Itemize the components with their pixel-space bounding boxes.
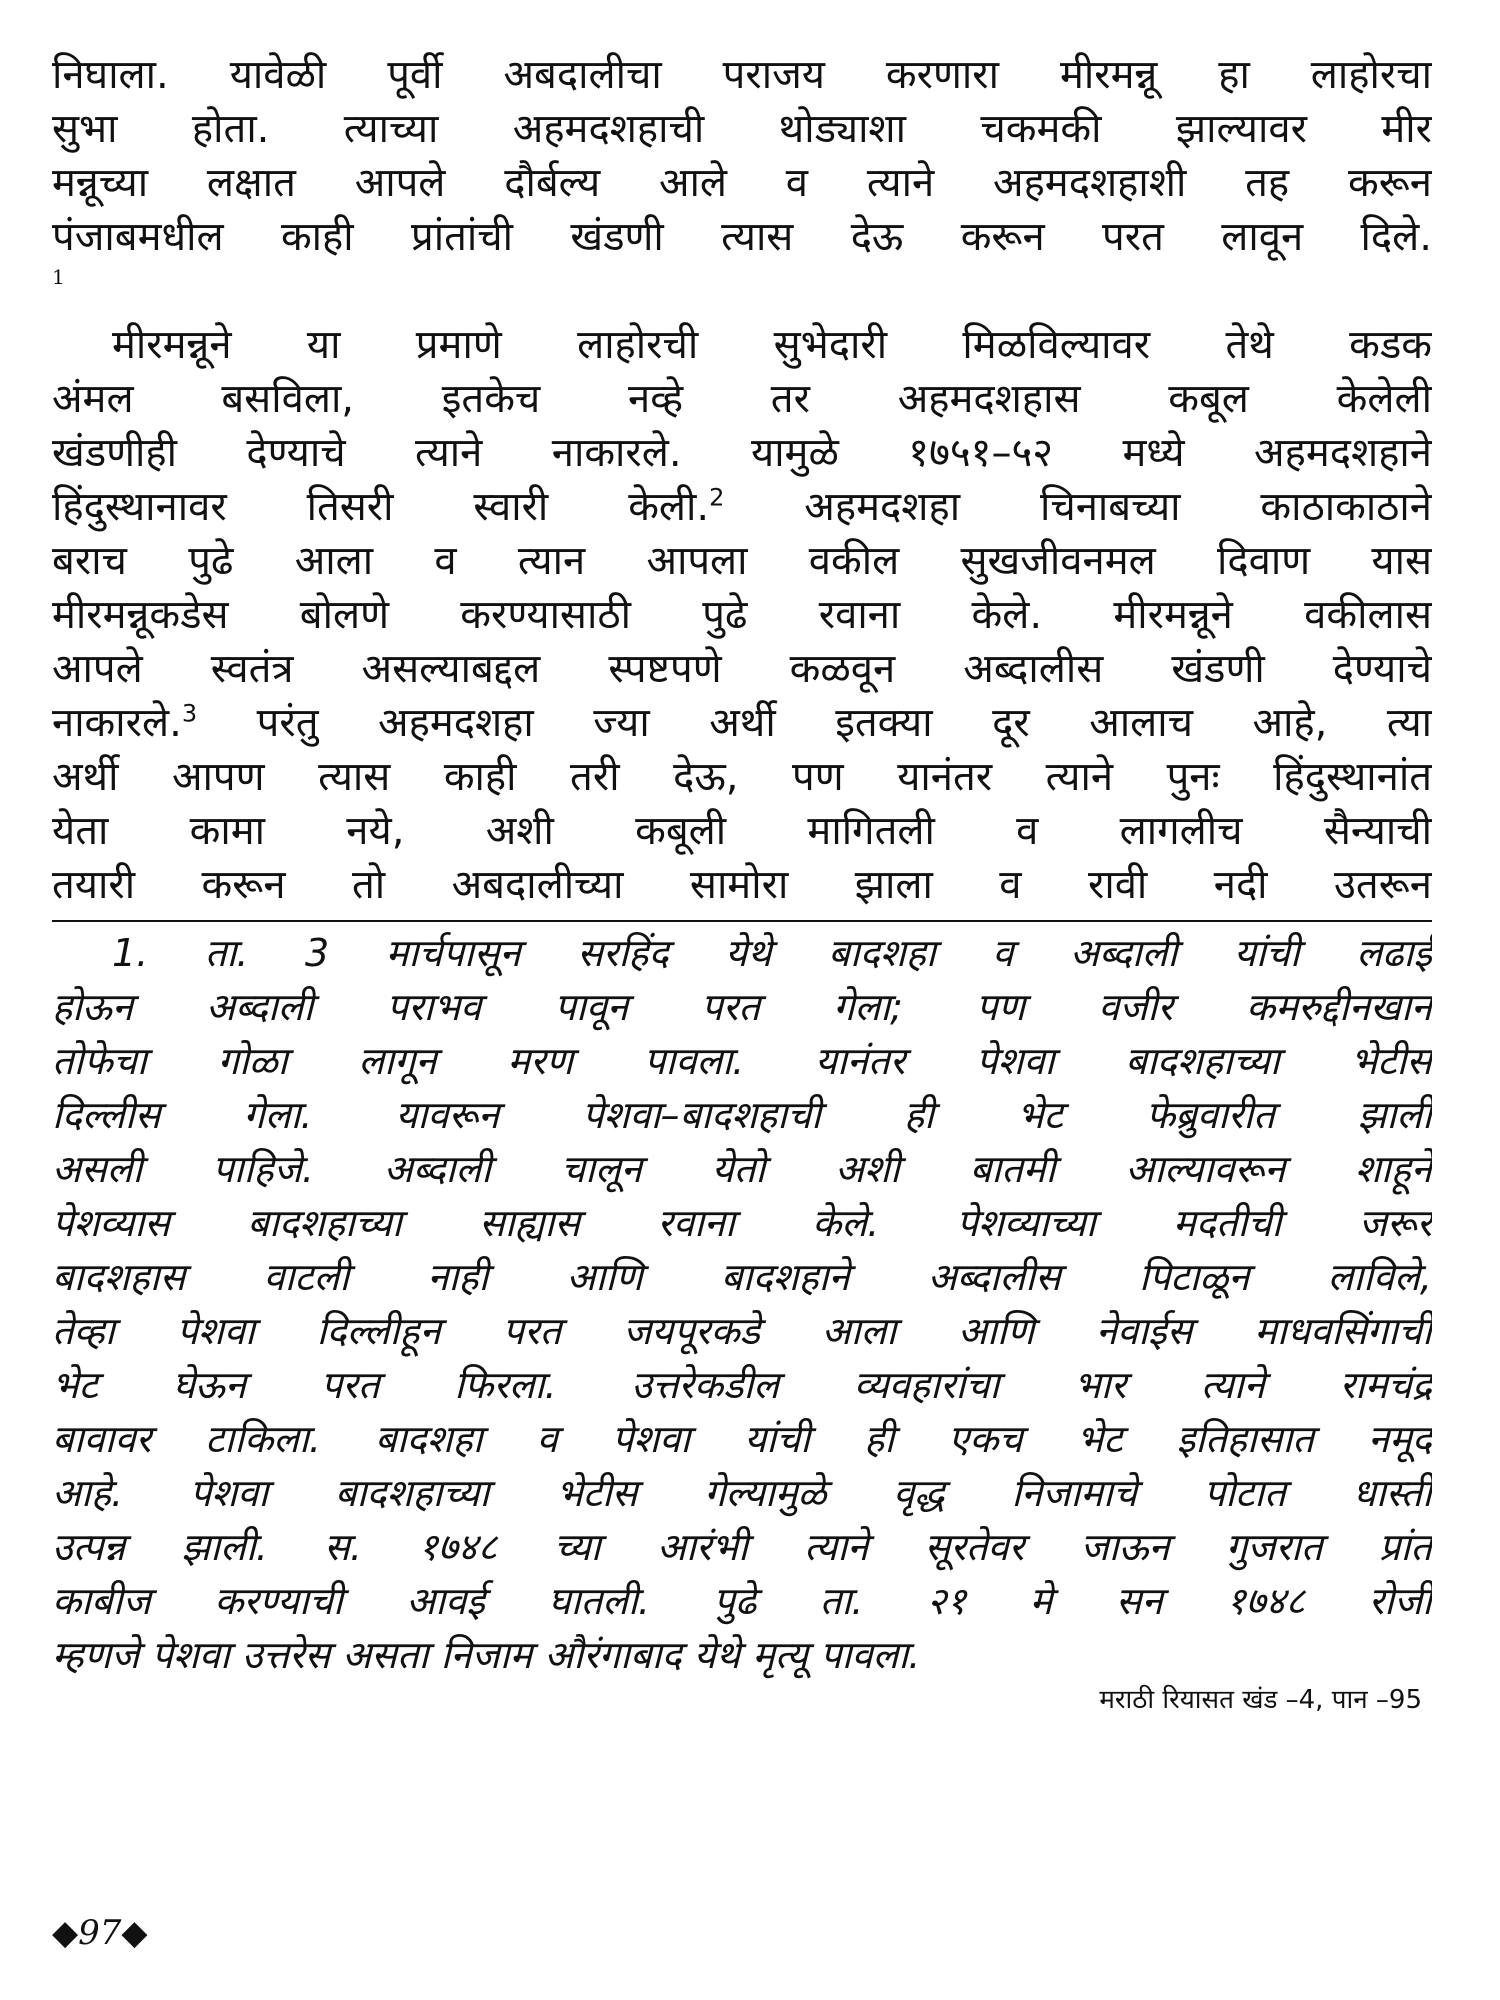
page-number: ◆97◆: [52, 1913, 148, 1953]
footnote-line: आहे. पेशवा बादशहाच्या भेटीस गेल्यामुळे वृद्ध निजामाचे पोटात धास्ती: [52, 1471, 1432, 1515]
footnote-line: काबीज करण्याची आवई घातली. पुढे ता. २१ मे सन १७४८ रोजी: [52, 1579, 1432, 1623]
body-line: मीरमन्नूकडेस बोलणे करण्यासाठी पुढे रवाना केले. मीरमन्नूने वकीलास: [52, 592, 1432, 638]
body-line: [52, 480, 1432, 534]
body-line: निघाला. यावेळी पूर्वी अबदालीचा पराजय करणारा मीरमन्नू हा लाहोरचा: [52, 52, 1432, 98]
body-line: अर्थी आपण त्यास काही तरी देऊ, पण यानंतर त्याने पुनः हिंदुस्थानांत: [52, 754, 1432, 800]
footnote-line: दिल्लीस गेला. यावरून पेशवा–बादशहाची ही भेट फेब्रुवारीत झाली: [52, 1093, 1432, 1137]
footnote-line: पेशव्यास बादशहाच्या साह्यास रवाना केले. पेशव्याच्या मदतीची जरूर: [52, 1201, 1432, 1245]
body-line: मन्नूच्या लक्षात आपले दौर्बल्य आले व त्याने अहमदशहाशी तह करून: [52, 160, 1432, 206]
source-citation: मराठी रियासत खंड –4, पान –95: [1099, 1685, 1422, 1715]
footnote-reference-2: 2: [709, 483, 725, 512]
body-line: सुभा होता. त्याच्या अहमदशहाची थोड्याशा चकमकी झाल्यावर मीर: [52, 106, 1432, 152]
footnote-line: म्हणजे पेशवा उत्तरेस असता निजाम औरंगाबाद येथे मृत्यू पावला.: [52, 1633, 921, 1677]
body-text: नाकारले.: [52, 700, 182, 746]
footnote-reference-1: 1: [52, 265, 65, 289]
footnote-line: तेव्हा पेशवा दिल्लीहून परत जयपूरकडे आला आणि नेवाईस माधवसिंगाची: [52, 1309, 1432, 1353]
body-line: खंडणीही देण्याचे त्याने नाकारले. यामुळे १७५१–५२ मध्ये अहमदशहाने: [52, 430, 1432, 476]
footnote-line: 1. ता. 3 मार्चपासून सरहिंद येथे बादशहा व अब्दाली यांची लढाई: [112, 931, 1432, 975]
footnote-line: होऊन अब्दाली पराभव पावून परत गेला; पण वजीर कमरुद्दीनखान: [52, 985, 1432, 1029]
document-page: [52, 48, 1432, 1968]
footnote-divider: [52, 920, 1432, 922]
body-line: मीरमन्नूने या प्रमाणे लाहोरची सुभेदारी मिळविल्यावर तेथे कडक: [112, 322, 1432, 368]
body-line: आपले स्वतंत्र असल्याबद्दल स्पष्टपणे कळवून अब्दालीस खंडणी देण्याचे: [52, 646, 1432, 692]
body-line: अंमल बसविला, इतकेच नव्हे तर अहमदशहास कबूल केलेली: [52, 376, 1432, 422]
body-text: परंतु अहमदशहा ज्या अर्थी इतक्या दूर आलाच आहे, त्या: [197, 700, 1432, 746]
body-line: पंजाबमधील काही प्रांतांची खंडणी त्यास देऊ करून परत लावून दिले.: [52, 214, 1432, 260]
footnote-block: [52, 926, 1432, 1682]
footnote-line: उत्पन्न झाली. स. १७४८ च्या आरंभी त्याने सूरतेवर जाऊन गुजरात प्रांत: [52, 1525, 1432, 1569]
footnote-line: बावावर टाकिला. बादशहा व पेशवा यांची ही एकच भेट इतिहासात नमूद: [52, 1417, 1432, 1461]
main-text: [52, 48, 1432, 912]
body-line: बराच पुढे आला व त्यान आपला वकील सुखजीवनमल दिवाण यास: [52, 538, 1432, 584]
footnote-line: भेट घेऊन परत फिरला. उत्तरेकडील व्यवहारांचा भार त्याने रामचंद्र: [52, 1363, 1432, 1407]
footnote-line: असली पाहिजे. अब्दाली चालून येतो अशी बातमी आल्यावरून शाहूने: [52, 1147, 1432, 1191]
footnote-line: तोफेचा गोळा लागून मरण पावला. यानंतर पेशवा बादशहाच्या भेटीस: [52, 1039, 1432, 1083]
footnote-line: बादशहास वाटली नाही आणि बादशहाने अब्दालीस पिटाळून लाविले,: [52, 1255, 1432, 1299]
body-text: हिंदुस्थानावर तिसरी स्वारी केली.: [52, 484, 710, 530]
body-line: येता कामा नये, अशी कबूली मागितली व लागलीच सैन्याची: [52, 808, 1432, 854]
body-line: [52, 696, 1432, 750]
body-text: अहमदशहा चिनाबच्या काठाकाठाने: [724, 484, 1432, 530]
footnote-reference-3: 3: [181, 699, 198, 728]
body-line: तयारी करून तो अबदालीच्या सामोरा झाला व रावी नदी उतरून: [52, 862, 1432, 908]
